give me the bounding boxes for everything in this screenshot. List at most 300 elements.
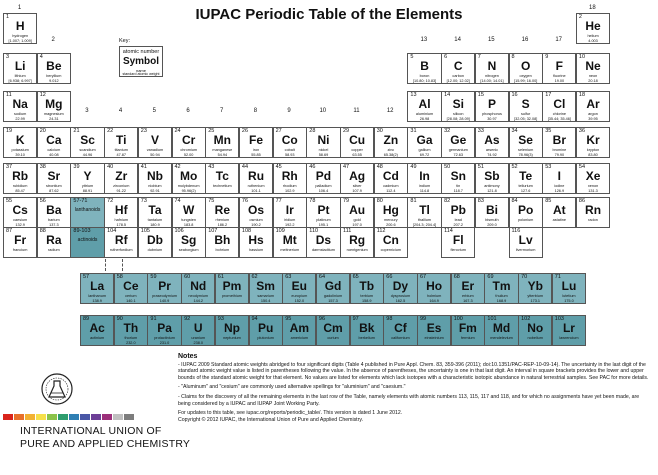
- atomic-weight: 152.0: [294, 299, 305, 303]
- element-name: cadmium: [383, 184, 399, 188]
- atomic-weight: [14.00; 14.01]: [480, 79, 504, 83]
- element-cell-no: [518, 315, 552, 346]
- atomic-weight: 39.10: [15, 153, 25, 157]
- element-symbol: K: [15, 133, 25, 147]
- element-name: selenium: [518, 148, 534, 152]
- atomic-number: 95: [285, 316, 292, 322]
- atomic-number: 69: [487, 274, 494, 280]
- element-name: sulfur: [521, 112, 531, 116]
- atomic-number: 71: [554, 274, 561, 280]
- element-symbol: Br: [552, 133, 566, 147]
- atomic-number: 5: [410, 54, 414, 60]
- element-cell-cm: [316, 315, 350, 346]
- element-symbol: Ga: [416, 133, 433, 147]
- element-name: curium: [327, 336, 339, 340]
- atomic-weight: 186.2: [217, 223, 228, 227]
- atomic-number: 54: [578, 164, 586, 170]
- atomic-weight: 44.96: [82, 153, 93, 157]
- element-symbol: Bh: [214, 233, 231, 247]
- element-name: technetium: [213, 184, 232, 188]
- element-cell-y: [70, 163, 104, 194]
- atomic-number: 23: [140, 128, 147, 134]
- element-symbol: Te: [519, 169, 533, 183]
- element-cell-mt: [273, 227, 307, 258]
- element-cell-es: [417, 315, 451, 346]
- element-symbol: Sg: [180, 233, 197, 247]
- atomic-number: 80: [376, 198, 383, 204]
- element-name: lawrencium: [559, 336, 579, 340]
- element-symbol: Cn: [382, 233, 399, 247]
- element-cell-ra: [37, 227, 71, 258]
- element-symbol: Si: [452, 97, 464, 111]
- atomic-weight: 79.90: [554, 153, 565, 157]
- element-name: zinc: [387, 148, 395, 152]
- atomic-number: 81: [410, 198, 417, 204]
- atomic-weight: 164.9: [429, 299, 439, 303]
- element-cell-h: [3, 13, 37, 44]
- key-symbol: Symbol: [122, 56, 160, 67]
- atomic-weight: 52.00: [183, 153, 194, 157]
- element-symbol: Sn: [450, 169, 466, 183]
- element-name: radium: [48, 248, 60, 252]
- element-cell-rb: [3, 163, 37, 194]
- element-name: thallium: [417, 218, 432, 222]
- page-title: IUPAC Periodic Table of the Elements: [195, 6, 463, 23]
- element-cell-re: [205, 197, 239, 228]
- element-cell-lu: [552, 273, 586, 304]
- element-symbol: In: [419, 169, 430, 183]
- element-name: rhodium: [282, 184, 297, 188]
- element-cell-be: [37, 53, 71, 84]
- element-symbol: Rn: [585, 203, 602, 217]
- group-label-18: 18: [589, 5, 596, 11]
- element-symbol: Sb: [484, 169, 500, 183]
- element-name: silicon: [452, 112, 464, 116]
- atomic-weight: 72.63: [453, 153, 463, 157]
- element-name: roentgenium: [346, 248, 368, 252]
- element-cell-n: [475, 53, 509, 84]
- atomic-number: 7: [477, 54, 481, 60]
- element-symbol: Cf: [394, 321, 407, 335]
- notes-title: Notes: [178, 353, 198, 360]
- atomic-number: 88: [39, 228, 46, 234]
- element-name: gallium: [418, 148, 431, 152]
- element-symbol: Ca: [46, 133, 62, 147]
- atomic-number: 64: [318, 274, 326, 280]
- atomic-weight: [12.00; 12.02]: [446, 79, 470, 83]
- atomic-number: 77: [275, 198, 282, 204]
- atomic-number: 53: [545, 164, 552, 170]
- element-cell-cf: [383, 315, 417, 346]
- element-symbol: Ge: [450, 133, 467, 147]
- element-name: phosphorus: [482, 112, 502, 116]
- element-cell-ni: [306, 127, 340, 158]
- atomic-number: 13: [410, 92, 417, 98]
- atomic-weight: 54.94: [217, 153, 228, 157]
- atomic-weight: 101.1: [251, 189, 261, 193]
- atomic-weight: 131.3: [588, 189, 598, 193]
- color-swatch: [14, 414, 24, 420]
- atomic-number: 56: [39, 198, 46, 204]
- atomic-weight: 69.72: [419, 153, 430, 157]
- element-name: titanium: [114, 148, 128, 152]
- element-symbol: Ce: [123, 279, 139, 293]
- atomic-number: 17: [545, 92, 552, 98]
- atomic-number: 46: [309, 164, 316, 170]
- element-cell-na: [3, 91, 37, 122]
- element-symbol: Sm: [256, 279, 275, 293]
- atomic-weight: 30.97: [487, 117, 497, 121]
- color-swatch: [3, 414, 13, 420]
- group-label-1: 1: [17, 5, 22, 11]
- element-name: seaborgium: [178, 248, 199, 252]
- element-name: silver: [352, 184, 362, 188]
- element-symbol: Ba: [46, 203, 62, 217]
- element-symbol: F: [555, 59, 563, 73]
- group-label-10: 10: [319, 108, 327, 114]
- atomic-weight: 132.9: [15, 223, 25, 227]
- element-symbol: No: [527, 321, 544, 335]
- element-name: nobelium: [527, 336, 543, 340]
- element-cell-cr: [172, 127, 206, 158]
- element-name: molybdenum: [177, 184, 200, 188]
- element-cell-ds: [306, 227, 340, 258]
- element-cell-sm: [249, 273, 283, 304]
- atomic-weight: 190.2: [251, 223, 261, 227]
- element-symbol: Po: [517, 203, 534, 217]
- element-symbol: Na: [12, 97, 28, 111]
- element-cell-pu: [249, 315, 283, 346]
- element-cell-tb: [350, 273, 384, 304]
- atomic-number: 59: [150, 274, 157, 280]
- key-atomic-number: atomic number: [122, 49, 160, 55]
- element-symbol: C: [453, 59, 463, 73]
- element-cell-fm: [451, 315, 485, 346]
- atomic-weight: 83.80: [588, 153, 598, 157]
- note-standard-weights: - IUPAC 2009 Standard atomic weights abridged to four significant digits (Table 4 published in Pure Appl. Chem. 83, 359-396 (2011); doi:10.1351/PAC-REP-10-09-14). The uncertainty in the last digit of the standard atomic weight value is listed in parentheses following the value. In the absence of parentheses, the uncertainty is one in that last digit. An interval in square brackets provides the lower and upper bounds of the standard atomic weight for that element. No values are listed for elements which lack isotopes with a characteristic isotopic abundance in natural terrestrial samples. See PAC for more details.: [178, 361, 649, 381]
- element-symbol: P: [487, 97, 496, 111]
- element-symbol: Rh: [281, 169, 298, 183]
- atomic-number: 94: [251, 316, 258, 322]
- atomic-weight: 183.8: [183, 223, 194, 227]
- element-cell-hg: [374, 197, 408, 228]
- element-name: antimony: [484, 184, 500, 188]
- element-cell-np: [215, 315, 249, 346]
- element-symbol: Re: [214, 203, 230, 217]
- atomic-weight: 20.18: [588, 79, 598, 83]
- element-symbol: Fr: [14, 233, 27, 247]
- color-swatch: [25, 414, 35, 420]
- atomic-number: 97: [352, 316, 359, 322]
- element-cell-pm: [215, 273, 249, 304]
- element-name: palladium: [315, 184, 332, 188]
- element-symbol: Sr: [47, 169, 61, 183]
- atomic-number: 21: [73, 128, 80, 134]
- element-cell-pr: [147, 273, 181, 304]
- element-name: promethium: [221, 294, 242, 298]
- atomic-number: 57: [83, 274, 90, 280]
- element-symbol: Ar: [586, 97, 600, 111]
- element-symbol: Fm: [458, 321, 477, 335]
- element-name: neodymium: [188, 294, 209, 298]
- element-cell-po: [509, 197, 543, 228]
- element-name: radon: [588, 218, 598, 222]
- element-cell-sr: [37, 163, 71, 194]
- element-symbol: Tl: [419, 203, 430, 217]
- element-cell-am: [282, 315, 316, 346]
- element-name: fluorine: [553, 74, 566, 78]
- atomic-weight: 167.3: [463, 299, 473, 303]
- element-name: strontium: [46, 184, 62, 188]
- atomic-number: 8: [511, 54, 515, 60]
- group-label-7: 7: [220, 108, 224, 114]
- atomic-weight: 207.2: [453, 223, 463, 227]
- element-name: dysprosium: [390, 294, 411, 298]
- element-symbol: H: [15, 19, 25, 33]
- element-cell-rg: [340, 227, 374, 258]
- atomic-number: 19: [6, 128, 13, 134]
- group-label-16: 16: [521, 37, 529, 43]
- atomic-weight: 180.9: [150, 223, 160, 227]
- atomic-number: 75: [208, 198, 215, 204]
- atomic-number: 104: [107, 228, 117, 234]
- element-cell-p: [475, 91, 509, 122]
- element-name: lithium: [14, 74, 26, 78]
- element-symbol: Tb: [359, 279, 375, 293]
- element-cell-at: [542, 197, 576, 228]
- key-title: Key:: [119, 38, 131, 44]
- atomic-weight: 85.47: [15, 189, 25, 193]
- element-cell-nb: [138, 163, 172, 194]
- element-name: nickel: [318, 148, 329, 152]
- group-label-2: 2: [51, 37, 55, 43]
- atomic-weight: 4.003: [588, 39, 598, 43]
- element-name: flerovium: [450, 248, 466, 252]
- element-symbol: Se: [518, 133, 533, 147]
- atomic-weight: 173.1: [530, 299, 540, 303]
- atomic-number: 106: [174, 228, 184, 234]
- element-symbol: Bk: [359, 321, 375, 335]
- atomic-weight: 40.08: [49, 153, 59, 157]
- element-name: neon: [588, 74, 598, 78]
- atomic-weight: 127.6: [520, 189, 531, 193]
- element-name: polonium: [517, 218, 534, 222]
- element-name: rhenium: [215, 218, 230, 222]
- element-cell-i: [542, 163, 576, 194]
- element-symbol: Be: [46, 59, 62, 73]
- element-name: livermorium: [515, 248, 536, 252]
- element-cell-rf: [104, 227, 138, 258]
- atomic-number: 15: [477, 92, 484, 98]
- element-symbol: Zr: [115, 169, 128, 183]
- element-symbol: As: [484, 133, 500, 147]
- element-name: germanium: [448, 148, 468, 152]
- element-symbol: Rf: [114, 233, 128, 247]
- atomic-weight: 232.0: [126, 341, 136, 345]
- atomic-number: 31: [410, 128, 417, 134]
- iupac-flask-logo: [40, 372, 74, 406]
- group-label-6: 6: [186, 108, 190, 114]
- element-name: lead: [454, 218, 462, 222]
- element-symbol: Ne: [585, 59, 601, 73]
- atomic-weight: 238.0: [193, 341, 203, 345]
- element-name: cerium: [125, 294, 137, 298]
- element-name: iodine: [554, 184, 565, 188]
- element-name: potassium: [11, 148, 29, 152]
- atomic-weight: [204.3; 204.4]: [412, 223, 437, 227]
- element-name: holmium: [426, 294, 442, 298]
- element-cell-s: [509, 91, 543, 122]
- element-cell-ir: [273, 197, 307, 228]
- element-name: zirconium: [113, 184, 130, 188]
- element-cell-fe: [239, 127, 273, 158]
- atomic-weight: 200.6: [386, 223, 396, 227]
- atomic-weight: [1.007; 1.009]: [8, 39, 32, 43]
- atomic-weight: 107.9: [352, 189, 362, 193]
- element-symbol: La: [90, 279, 105, 293]
- atomic-number: 35: [545, 128, 552, 134]
- atomic-weight: 195.1: [318, 223, 329, 227]
- atomic-number: 1: [6, 14, 10, 20]
- element-name: astatine: [552, 218, 566, 222]
- element-name: hafnium: [114, 218, 128, 222]
- element-cell-pb: [441, 197, 475, 228]
- color-swatch: [113, 414, 123, 420]
- element-symbol: Lv: [518, 233, 533, 247]
- element-symbol: Os: [248, 203, 265, 217]
- atomic-number: 108: [241, 228, 252, 234]
- element-name: tin: [456, 184, 461, 188]
- element-name: tellurium: [518, 184, 533, 188]
- atomic-number: 44: [241, 164, 249, 170]
- element-name: tungsten: [181, 218, 196, 222]
- atomic-weight: 137.3: [49, 223, 59, 227]
- atomic-number: 114: [444, 228, 453, 234]
- atomic-number: 48: [376, 164, 383, 170]
- atomic-number: 28: [309, 128, 316, 134]
- atomic-number: 98: [386, 316, 393, 322]
- organization-line-2: PURE AND APPLIED CHEMISTRY: [20, 438, 191, 450]
- atomic-number: 86: [578, 198, 586, 204]
- element-cell-os: [239, 197, 273, 228]
- element-cell-bh: [205, 227, 239, 258]
- element-cell-ho: [417, 273, 451, 304]
- element-symbol: S: [521, 97, 530, 111]
- element-name: copper: [351, 148, 363, 152]
- atomic-number: 102: [521, 316, 531, 322]
- element-name: erbium: [462, 294, 474, 298]
- element-symbol: Am: [289, 321, 309, 335]
- element-symbol: Er: [461, 279, 475, 293]
- atomic-weight: [10.80; 10.83]: [412, 79, 437, 83]
- atomic-weight: 24.31: [49, 117, 59, 121]
- atomic-number: 16: [511, 92, 518, 98]
- element-cell-as: [475, 127, 509, 158]
- key-box: [119, 46, 163, 77]
- color-swatch: [102, 414, 112, 420]
- atomic-weight: [32.05; 32.08]: [514, 117, 538, 121]
- color-swatch: [91, 414, 101, 420]
- atomic-weight: 22.99: [15, 117, 25, 121]
- atomic-number: 85: [545, 198, 552, 204]
- atomic-number: 26: [241, 128, 249, 134]
- atomic-number: 30: [376, 128, 383, 134]
- element-cell-ag: [340, 163, 374, 194]
- atomic-number: 25: [208, 128, 215, 134]
- atomic-weight: 112.4: [386, 189, 396, 193]
- element-cell-er: [451, 273, 485, 304]
- element-cell-db: [138, 227, 172, 258]
- element-cell-v: [138, 127, 172, 158]
- atomic-number-range: 89-103: [73, 228, 91, 234]
- element-name: hassium: [248, 248, 264, 252]
- element-name: californium: [391, 336, 410, 340]
- element-symbol: Cm: [323, 321, 343, 335]
- atomic-number: 65: [352, 274, 359, 280]
- group-label-8: 8: [253, 108, 258, 114]
- element-cell-fr: [3, 227, 37, 258]
- element-cell-pt: [306, 197, 340, 228]
- element-name: bromine: [552, 148, 567, 152]
- atomic-number: 45: [275, 164, 282, 170]
- element-symbol: Mo: [179, 169, 198, 183]
- atomic-number: 78: [309, 198, 316, 204]
- element-symbol: Sc: [80, 133, 95, 147]
- atomic-weight: 168.9: [496, 299, 507, 303]
- element-cell-co: [273, 127, 307, 158]
- element-cell-ga: [407, 127, 441, 158]
- atomic-number: 33: [477, 128, 484, 134]
- element-name: platinum: [316, 218, 331, 222]
- element-name: meitnerium: [280, 248, 300, 252]
- atomic-weight: 158.9: [361, 299, 372, 303]
- atomic-number: 29: [343, 128, 350, 134]
- element-name: gold: [353, 218, 361, 222]
- element-symbol: Lr: [562, 321, 575, 335]
- element-name: plutonium: [257, 336, 274, 340]
- element-name: vanadium: [146, 148, 164, 152]
- atomic-weight: [15.99; 16.00]: [514, 79, 538, 83]
- atomic-weight: 197.0: [352, 223, 362, 227]
- element-cell-tc: [205, 163, 239, 194]
- atomic-number: 84: [511, 198, 518, 204]
- element-symbol: Pd: [315, 169, 332, 183]
- atomic-weight: 118.7: [453, 189, 463, 193]
- element-name: arsenic: [485, 148, 499, 152]
- element-name: aluminium: [415, 112, 434, 116]
- element-cell-k: [3, 127, 37, 158]
- atomic-number: 34: [511, 128, 518, 134]
- atomic-number: 82: [444, 198, 451, 204]
- atomic-number: 68: [453, 274, 460, 280]
- atomic-weight: 19.00: [554, 79, 565, 83]
- atomic-number: 66: [386, 274, 393, 280]
- element-cell-si: [441, 91, 475, 122]
- element-symbol: Fe: [249, 133, 264, 147]
- element-name: scandium: [79, 148, 96, 152]
- element-symbol: Mt: [282, 233, 297, 247]
- atomic-number: 32: [444, 128, 451, 134]
- atomic-number: 112: [376, 228, 386, 234]
- atomic-weight: 175.0: [564, 299, 574, 303]
- note-copyright: Copyright © 2012 IUPAC, the International Union of Pure and Applied Chemistry.: [178, 416, 364, 423]
- element-symbol: Cs: [12, 203, 28, 217]
- element-cell-fl: [441, 227, 475, 258]
- element-symbol: Es: [426, 321, 442, 335]
- element-symbol: Ra: [46, 233, 62, 247]
- element-cell-ar: [576, 91, 610, 122]
- element-symbol: B: [420, 59, 429, 73]
